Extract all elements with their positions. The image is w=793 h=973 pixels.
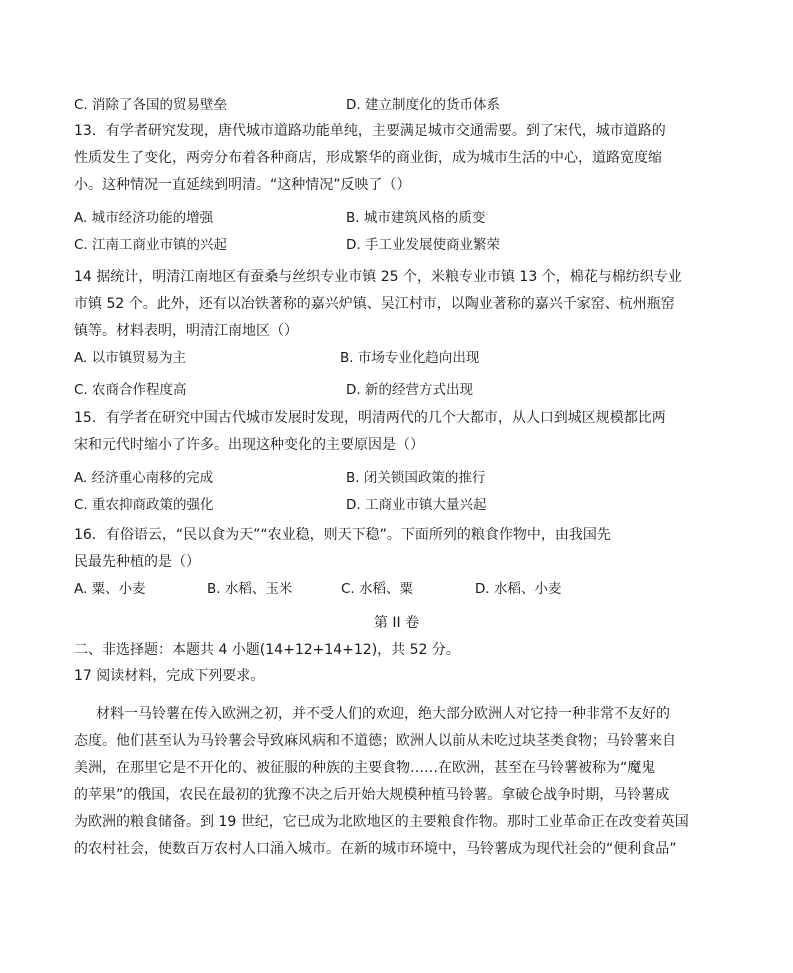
q16-stem-line-2: 民最先种植的是（） bbox=[74, 554, 200, 570]
q12-option-d: D. 建立制度化的货币体系 bbox=[346, 97, 500, 113]
q13-option-c: C. 江南工商业市镇的兴起 bbox=[74, 237, 228, 253]
q16-stem-line-1: 16．有俗语云，“民以食为天”“农业稳，则天下稳”。下面所列的粮食作物中，由我国先 bbox=[74, 527, 611, 543]
material-line-5: 为欧洲的粮食储备。到 19 世纪，它已成为北欧地区的主要粮食作物。那时工业革命正在改变着英国 bbox=[74, 814, 689, 830]
q15-stem-line-2: 宋和元代时缩小了许多。出现这种变化的主要原因是（） bbox=[74, 437, 424, 453]
q15-option-c: C. 重农抑商政策的强化 bbox=[74, 497, 214, 513]
q12-option-c: C. 消除了各国的贸易壁垒 bbox=[74, 97, 228, 113]
q14-option-b: B. 市场专业化趋向出现 bbox=[340, 350, 480, 366]
material-line-1: 材料一马铃薯在传入欧洲之初，并不受人们的欢迎，绝大部分欧洲人对它持一种非常不友好的 bbox=[96, 706, 670, 722]
material-line-3: 美洲，在那里它是不开化的、被征服的种族的主要食物……在欧洲，甚至在马铃薯被称为“魔鬼 bbox=[74, 760, 656, 776]
q13-option-a: A. 城市经济功能的增强 bbox=[74, 210, 214, 226]
q16-option-d: D. 水稻、小麦 bbox=[475, 581, 562, 597]
q15-option-b: B. 闭关锁国政策的推行 bbox=[346, 470, 486, 486]
q16-option-a: A. 粟、小麦 bbox=[74, 581, 146, 597]
q13-stem-line-3: 小。这种情况一直延续到明清。“这种情况”反映了（） bbox=[74, 177, 411, 193]
q15-stem-line-1: 15．有学者在研究中国古代城市发展时发现，明清两代的几个大都市，从人口到城区规模都比两 bbox=[74, 410, 666, 426]
q13-stem-line-1: 13．有学者研究发现，唐代城市道路功能单纯，主要满足城市交通需要。到了宋代，城市道路的 bbox=[74, 123, 666, 139]
q15-option-d: D. 工商业市镇大量兴起 bbox=[346, 497, 487, 513]
q15-option-a: A. 经济重心南移的完成 bbox=[74, 470, 214, 486]
q16-option-c: C. 水稻、粟 bbox=[341, 581, 414, 597]
q13-option-d: D. 手工业发展使商业繁荣 bbox=[346, 237, 500, 253]
section-title: 第 II 卷 bbox=[373, 615, 420, 631]
material-line-4: 的苹果”的俄国，农民在最初的犹豫不决之后开始大规模种植马铃薯。拿破仑战争时期，马铃薯成 bbox=[74, 787, 670, 803]
q14-stem-line-2: 市镇 52 个。此外，还有以冶铁著称的嘉兴炉镇、吴江村市，以陶业著称的嘉兴千家窑、杭州瓶窑 bbox=[74, 296, 675, 312]
q16-option-b: B. 水稻、玉米 bbox=[207, 581, 293, 597]
q14-option-d: D. 新的经营方式出现 bbox=[346, 382, 473, 398]
q14-stem-line-1: 14 据统计，明清江南地区有蚕桑与丝织专业市镇 25 个，米粮专业市镇 13 个，棉花与棉纺织专业 bbox=[74, 269, 682, 285]
q14-option-c: C. 农商合作程度高 bbox=[74, 382, 187, 398]
q14-stem-line-3: 镇等。材料表明，明清江南地区（） bbox=[74, 323, 298, 339]
q13-stem-line-2: 性质发生了变化，两旁分布着各种商店，形成繁华的商业街，成为城市生活的中心，道路宽度缩 bbox=[74, 150, 662, 166]
material-line-6: 的农村社会，使数百万农村人口涌入城市。在新的城市环境中，马铃薯成为现代社会的“便利食品” bbox=[74, 841, 677, 857]
q13-option-b: B. 城市建筑风格的质变 bbox=[346, 210, 486, 226]
section-heading: 二、非选择题：本题共 4 小题(14+12+14+12)，共 52 分。 bbox=[74, 642, 460, 658]
q17-instruction: 17 阅读材料，完成下列要求。 bbox=[74, 668, 265, 684]
material-line-2: 态度。他们甚至认为马铃薯会导致麻风病和不道德；欧洲人以前从未吃过块茎类食物；马铃薯来自 bbox=[74, 733, 676, 749]
q14-option-a: A. 以市镇贸易为主 bbox=[74, 350, 187, 366]
